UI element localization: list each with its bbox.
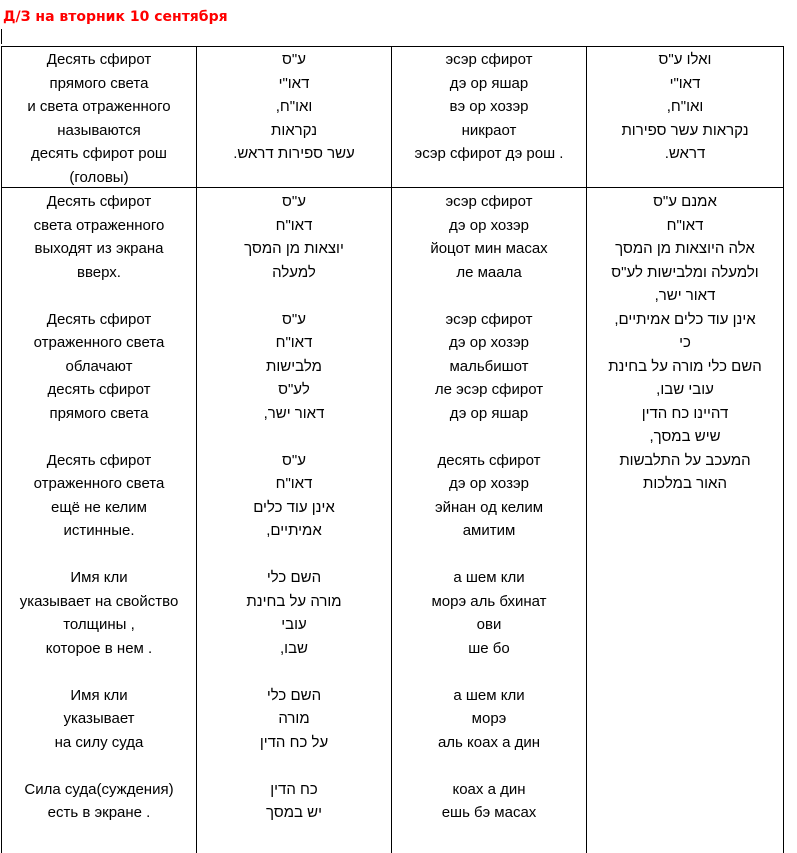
cell-line [392, 284, 586, 308]
cell-line: отраженного света [33, 334, 165, 351]
cell-line: дэ ор яшар [449, 74, 529, 92]
cell-line: יוצאות מן המסך [244, 240, 344, 257]
cell-line: ешь бэ масах [441, 804, 537, 821]
cell-line: ע"ס [282, 310, 306, 328]
cell-line: толщины , [63, 616, 135, 633]
cell-row2-hebrew-short [197, 190, 391, 825]
cell-line: המעכב על התלבשות [619, 451, 751, 469]
cell-line: השם כלי מורה על בחינת [608, 357, 762, 375]
cell-line [2, 425, 196, 449]
cell-line: למעלה [272, 263, 316, 281]
cell-line: прямого света [49, 404, 149, 422]
cell-line [197, 425, 391, 449]
table-border-top [1, 46, 784, 47]
cell-line: ואו"ח, [275, 98, 313, 115]
cell-line: эсэр сфирот [445, 193, 533, 210]
cell-line: отраженного света [33, 475, 165, 492]
cell-line: Имя кли [70, 569, 128, 586]
cell-line: дэ ор хозэр [449, 334, 529, 351]
text-cursor [1, 29, 2, 44]
cell-line: נקראות עשר ספירות [621, 121, 749, 139]
cell-line: ע"ס [282, 451, 306, 469]
cell-line: ע"ס [282, 51, 306, 68]
cell-line: האור במלכות [643, 475, 727, 492]
cell-line: שבו, [280, 639, 308, 657]
cell-line [2, 543, 196, 567]
cell-line: דאו"ח [275, 216, 313, 234]
cell-line: אמנם ע"ס [653, 193, 717, 210]
cell-line: דראש. [664, 145, 706, 162]
cell-line: Десять сфирот [46, 451, 152, 469]
cell-line: амитим [462, 522, 516, 539]
cell-line: דאו"ח [275, 334, 313, 351]
cell-line: דאו"ח [666, 216, 704, 234]
table-border-right [783, 46, 784, 853]
cell-line: אלה היוצאות מן המסך [615, 240, 755, 257]
cell-line: שיש במסך, [649, 428, 721, 445]
cell-line: мальбишот [449, 357, 529, 375]
cell-line: Десять сфирот [46, 310, 152, 328]
cell-line [197, 660, 391, 684]
cell-line: вэ ор хозэр [449, 98, 529, 115]
cell-line: аль коах а дин [437, 733, 541, 751]
cell-row1-russian [2, 48, 196, 189]
cell-line: אינן עוד כלים [253, 498, 335, 516]
cell-line: йоцот мин масах [430, 240, 548, 257]
cell-row1-hebrew-full [587, 48, 783, 166]
cell-line: אינן עוד כלים אמיתיים, [614, 310, 756, 328]
cell-line: никраот [461, 121, 517, 139]
cell-line: יש במסך [266, 804, 322, 821]
cell-line [197, 284, 391, 308]
cell-line: а шем кли [453, 686, 525, 704]
cell-line: כי [679, 334, 691, 351]
cell-line: вверх. [77, 263, 121, 281]
cell-line: морэ [471, 710, 507, 727]
cell-line: десять сфирот [47, 381, 151, 398]
cell-line: ови [476, 616, 502, 633]
cell-line: ле эсэр сфирот [434, 381, 544, 398]
cell-row1-transliteration [392, 48, 586, 166]
cell-line: Десять сфирот [46, 193, 152, 210]
cell-line: указывает [63, 710, 135, 727]
cell-line: а шем кли [453, 569, 525, 586]
cell-line: дэ ор хозэр [449, 475, 529, 492]
cell-line: есть в экране . [47, 804, 151, 821]
cell-line: Сила суда(суждения) [24, 780, 174, 798]
cell-line: דאו"ח [275, 475, 313, 492]
cell-line: на силу суда [54, 733, 144, 751]
cell-line: כח הדין [270, 780, 318, 798]
cell-line: коах а дин [452, 780, 526, 798]
cell-line: עובי שבו, [656, 381, 714, 398]
cell-line: эсэр сфирот [445, 51, 533, 68]
cell-line: ואו"ח, [666, 98, 704, 115]
cell-line: морэ аль бхинат [431, 592, 547, 610]
cell-row1-hebrew-short [197, 48, 391, 166]
cell-line: ואלו ע"ס [658, 51, 712, 68]
cell-line: מורה על בחינת [246, 592, 342, 610]
cell-line: называются [57, 121, 141, 139]
cell-line: אמיתיים, [266, 522, 322, 539]
cell-line: эйнан од келим [434, 498, 544, 516]
cell-line: מלבישות [266, 357, 322, 375]
cell-line: נקראות [270, 121, 318, 139]
cell-line: ещё не келим [50, 498, 147, 516]
cell-line: דאור ישר, [654, 287, 716, 304]
cell-line: ле маала [456, 263, 522, 281]
cell-line: ע"ס [282, 193, 306, 210]
cell-line [2, 660, 196, 684]
cell-line: дэ ор хозэр [449, 216, 529, 234]
cell-line [392, 660, 586, 684]
cell-row2-hebrew-full [587, 190, 783, 496]
cell-line [197, 543, 391, 567]
cell-line: Десять сфирот [46, 51, 152, 68]
cell-row2-russian [2, 190, 196, 825]
cell-line: света отраженного [33, 216, 165, 234]
cell-line [392, 754, 586, 778]
cell-line: которое в нем . [45, 639, 153, 657]
cell-line: עשר ספירות דראש. [233, 145, 355, 162]
cell-line: указывает на свойство [19, 592, 179, 610]
cell-line: השם כלי [266, 686, 322, 704]
cell-line: דאו"י [669, 74, 701, 92]
cell-line: прямого света [49, 74, 149, 92]
cell-line: דאו"י [278, 74, 310, 92]
cell-line: דאור ישר, [263, 404, 325, 422]
cell-line: עובי [281, 616, 307, 633]
cell-line: מורה [278, 710, 310, 727]
cell-line: эсэр сфирот [445, 310, 533, 328]
cell-line: (головы) [69, 168, 129, 186]
page-title: Д/З на вторник 10 сентября [3, 9, 228, 25]
cell-line: облачают [65, 357, 133, 375]
cell-line [392, 543, 586, 567]
cell-line [2, 754, 196, 778]
cell-line: десять сфирот рош [31, 145, 167, 162]
cell-line: и света отраженного [27, 98, 171, 115]
cell-line: ולמעלה ומלבישות לע"ס [611, 263, 759, 281]
cell-line: דהיינו כח הדין [641, 404, 729, 422]
cell-line: השם כלי [266, 569, 322, 586]
cell-line: эсэр сфирот дэ рош . [414, 145, 564, 162]
cell-line [197, 754, 391, 778]
cell-line: לע"ס [278, 381, 310, 398]
cell-line: дэ ор яшар [449, 404, 529, 422]
cell-line: десять сфирот [437, 451, 541, 469]
cell-line: выходят из экрана [34, 240, 164, 257]
cell-line: истинные. [63, 522, 135, 539]
cell-line: ше бо [468, 639, 510, 657]
cell-line: Имя кли [70, 686, 128, 704]
cell-line [392, 425, 586, 449]
cell-line [2, 284, 196, 308]
cell-line: על כח הדין [259, 733, 329, 751]
cell-row2-transliteration [392, 190, 586, 825]
